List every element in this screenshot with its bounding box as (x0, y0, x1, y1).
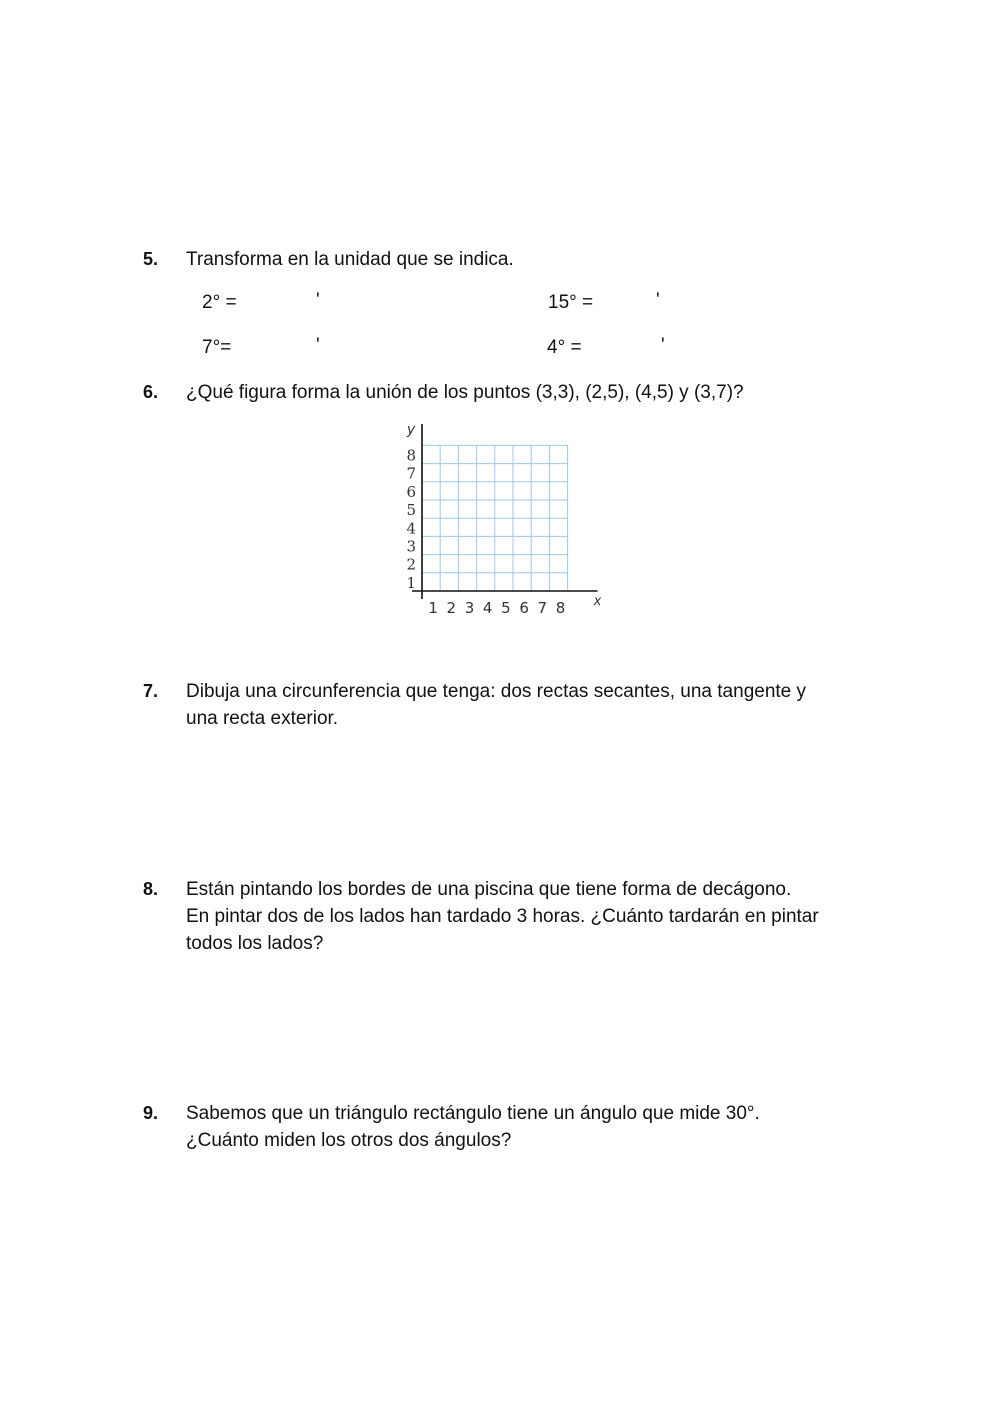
y-tick-label: 2 (406, 555, 416, 574)
question-8-text-line-1: Están pintando los bordes de una piscina que tiene forma de decágono. (186, 879, 792, 900)
conversion-7-degrees: 7°= (202, 337, 232, 358)
x-tick-label: 2 (446, 599, 457, 617)
y-tick-label: 5 (406, 501, 416, 520)
conversion-15-degrees: 15° = (548, 292, 594, 313)
y-tick-label: 7 (406, 464, 416, 483)
y-axis-label: y (406, 422, 416, 438)
question-7-number: 7. (143, 681, 159, 701)
coordinate-grid-svg (398, 420, 602, 620)
question-6-number: 6. (143, 382, 159, 402)
question-5-number: 5. (143, 249, 159, 269)
y-tick-label: 4 (406, 519, 416, 538)
question-9-text-line-2: ¿Cuánto miden los otros dos ángulos? (186, 1130, 512, 1151)
question-9-number: 9. (143, 1103, 159, 1123)
conversion-4-unit-mark: ' (661, 335, 665, 356)
question-8-text-line-3: todos los lados? (186, 933, 324, 954)
x-tick-label: 1 (428, 599, 438, 617)
coordinate-grid (398, 420, 602, 620)
y-tick-label: 8 (406, 446, 416, 465)
x-tick-label: 8 (555, 599, 566, 617)
conversion-2-unit-mark: ' (316, 290, 320, 311)
y-tick-label: 6 (406, 482, 416, 501)
question-8-number: 8. (143, 879, 159, 899)
conversion-2-degrees: 2° = (202, 292, 237, 313)
question-8-text-line-2: En pintar dos de los lados han tardado 3 horas. ¿Cuánto tardarán en pintar (186, 906, 819, 927)
question-5-text: Transforma en la unidad que se indica. (186, 249, 514, 270)
conversion-15-unit-mark: ' (656, 290, 660, 311)
question-6-text: ¿Qué figura forma la unión de los puntos (3,3), (2,5), (4,5) y (3,7)? (186, 382, 744, 403)
question-7-text-line-2: una recta exterior. (186, 708, 339, 729)
x-axis-label: x (593, 594, 602, 609)
x-tick-label: 4 (482, 599, 493, 617)
x-tick-label: 7 (537, 599, 548, 617)
y-tick-label: 3 (406, 537, 416, 556)
conversion-4-degrees: 4° = (547, 337, 582, 358)
x-tick-label: 6 (519, 599, 529, 617)
question-9-text-line-1: Sabemos que un triángulo rectángulo tiene un ángulo que mide 30°. (186, 1103, 760, 1124)
y-tick-label: 1 (406, 573, 416, 592)
question-7-text-line-1: Dibuja una circunferencia que tenga: dos rectas secantes, una tangente y (186, 681, 807, 702)
x-tick-label: 5 (501, 599, 511, 617)
conversion-7-unit-mark: ' (316, 335, 320, 356)
x-tick-label: 3 (464, 599, 475, 617)
